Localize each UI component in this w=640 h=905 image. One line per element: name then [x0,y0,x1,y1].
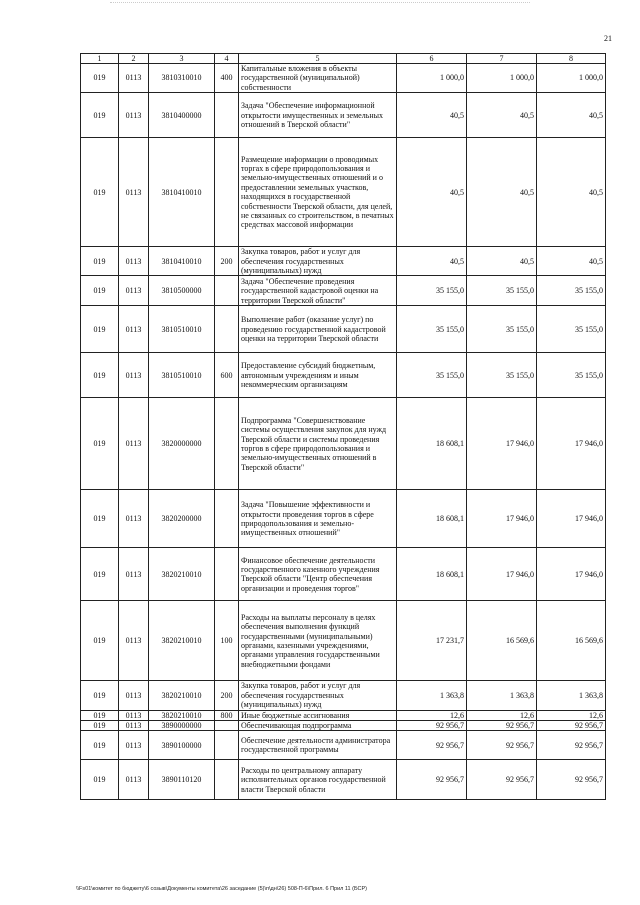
amount-2018-cell: 1 363,8 [467,681,537,710]
section-code-cell: 0113 [119,548,149,601]
column-header: 6 [397,54,467,64]
description-cell: Закупка товаров, работ и услуг для обеспечения государственных (муниципальных) нужд [239,247,397,276]
section-code-cell: 0113 [119,398,149,490]
target-article-cell: 3890100000 [149,731,215,760]
column-header: 8 [537,54,606,64]
gov-code-cell: 019 [81,710,119,720]
amount-2017-cell: 40,5 [397,247,467,276]
gov-code-cell: 019 [81,398,119,490]
gov-code-cell: 019 [81,721,119,731]
table-row [81,601,606,681]
target-article-cell: 3820210010 [149,548,215,601]
amount-2017-cell: 17 231,7 [397,601,467,681]
section-code-cell: 0113 [119,681,149,710]
amount-2017-cell: 40,5 [397,93,467,138]
description-cell: Закупка товаров, работ и услуг для обеспечения государственных (муниципальных) нужд [239,681,397,710]
description-cell: Задача "Повышение эффективности и открытости проведения торгов в сфере природопользования и земельно-имущественных отношений" [239,490,397,548]
target-article-cell: 3820210010 [149,601,215,681]
description-cell: Обеспечение деятельности администратора государственной программы [239,731,397,760]
file-path-footer: \\Fs01\комитет по бюджету\6 созыв\Документы комитета\26 заседание (5)\п\дн\26) 508-П-6\Прил. 6 Прил 11 (БСР) [76,886,367,892]
gov-code-cell: 019 [81,760,119,800]
amount-2019-cell: 12,6 [537,710,606,720]
target-article-cell: 3810500000 [149,276,215,306]
expense-type-cell [215,276,239,306]
amount-2019-cell: 40,5 [537,247,606,276]
amount-2019-cell: 35 155,0 [537,353,606,398]
table-row [81,760,606,800]
amount-2019-cell: 17 946,0 [537,548,606,601]
amount-2019-cell: 92 956,7 [537,760,606,800]
column-header: 7 [467,54,537,64]
table-row [81,731,606,760]
amount-2018-cell: 17 946,0 [467,398,537,490]
description-cell: Расходы по центральному аппарату исполнительных органов государственной власти Тверской области [239,760,397,800]
amount-2018-cell: 40,5 [467,247,537,276]
gov-code-cell: 019 [81,64,119,93]
amount-2017-cell: 40,5 [397,138,467,247]
description-cell: Подпрограмма "Совершенствование системы осуществления закупок для нужд Тверской области и системы проведения торгов в сфере природопользования и земельно-имущественных отношений в Тверской области" [239,398,397,490]
target-article-cell: 3810510010 [149,353,215,398]
expense-type-cell [215,721,239,731]
section-code-cell: 0113 [119,138,149,247]
description-cell: Размещение информации о проводимых торгах в сфере природопользования и земельно-имущественных отношений и о предоставлении земельных участков, находящихся в государственной собственности Тверской области, для целей, не связанных со строительством, в печатных средствах массовой информации [239,138,397,247]
amount-2018-cell: 92 956,7 [467,760,537,800]
target-article-cell: 3890110120 [149,760,215,800]
amount-2018-cell: 40,5 [467,138,537,247]
amount-2017-cell: 18 608,1 [397,548,467,601]
description-cell: Расходы на выплаты персоналу в целях обеспечения выполнения функций государственными (муниципальными) органами, казенными учреждениями, органами управления государственными внебюджетными фондами [239,601,397,681]
section-code-cell: 0113 [119,353,149,398]
table-row [81,353,606,398]
section-code-cell: 0113 [119,93,149,138]
expense-type-cell [215,548,239,601]
column-header: 5 [239,54,397,64]
amount-2018-cell: 92 956,7 [467,731,537,760]
column-number-row [81,54,606,64]
gov-code-cell: 019 [81,93,119,138]
amount-2017-cell: 35 155,0 [397,306,467,353]
amount-2019-cell: 92 956,7 [537,721,606,731]
target-article-cell: 3820210010 [149,710,215,720]
table-row [81,64,606,93]
section-code-cell: 0113 [119,721,149,731]
gov-code-cell: 019 [81,138,119,247]
amount-2017-cell: 1 000,0 [397,64,467,93]
expense-type-cell [215,731,239,760]
table-row [81,398,606,490]
amount-2017-cell: 92 956,7 [397,731,467,760]
table-row [81,276,606,306]
table-row [81,93,606,138]
column-header: 3 [149,54,215,64]
page-number: 21 [604,34,612,43]
expense-type-cell [215,760,239,800]
expense-type-cell: 200 [215,247,239,276]
target-article-cell: 3810410010 [149,247,215,276]
amount-2018-cell: 16 569,6 [467,601,537,681]
column-header: 1 [81,54,119,64]
target-article-cell: 3810410010 [149,138,215,247]
amount-2017-cell: 12,6 [397,710,467,720]
table-row [81,681,606,710]
gov-code-cell: 019 [81,247,119,276]
target-article-cell: 3810310010 [149,64,215,93]
table-body [81,54,606,800]
description-cell: Задача "Обеспечение информационной открытости имущественных и земельных отношений в Тверской области" [239,93,397,138]
gov-code-cell: 019 [81,306,119,353]
gov-code-cell: 019 [81,353,119,398]
column-header: 4 [215,54,239,64]
table-row [81,710,606,720]
amount-2017-cell: 1 363,8 [397,681,467,710]
amount-2018-cell: 35 155,0 [467,306,537,353]
amount-2017-cell: 18 608,1 [397,398,467,490]
amount-2019-cell: 17 946,0 [537,398,606,490]
section-code-cell: 0113 [119,490,149,548]
target-article-cell: 3810510010 [149,306,215,353]
table-row [81,306,606,353]
description-cell: Обеспечивающая подпрограмма [239,721,397,731]
table-row [81,721,606,731]
amount-2018-cell: 12,6 [467,710,537,720]
amount-2018-cell: 35 155,0 [467,276,537,306]
amount-2018-cell: 92 956,7 [467,721,537,731]
budget-table-container [80,53,605,800]
table-row [81,247,606,276]
table-row [81,138,606,247]
section-code-cell: 0113 [119,276,149,306]
expense-type-cell [215,93,239,138]
gov-code-cell: 019 [81,276,119,306]
amount-2017-cell: 35 155,0 [397,353,467,398]
amount-2018-cell: 17 946,0 [467,490,537,548]
gov-code-cell: 019 [81,601,119,681]
expense-type-cell [215,138,239,247]
description-cell: Финансовое обеспечение деятельности государственного казенного учреждения Тверской области "Центр обеспечения организации и проведения торгов" [239,548,397,601]
section-code-cell: 0113 [119,731,149,760]
amount-2018-cell: 17 946,0 [467,548,537,601]
gov-code-cell: 019 [81,548,119,601]
amount-2019-cell: 1 000,0 [537,64,606,93]
expense-type-cell: 200 [215,681,239,710]
expense-type-cell: 100 [215,601,239,681]
amount-2018-cell: 40,5 [467,93,537,138]
target-article-cell: 3820210010 [149,681,215,710]
amount-2019-cell: 40,5 [537,138,606,247]
gov-code-cell: 019 [81,490,119,548]
description-cell: Предоставление субсидий бюджетным, автономным учреждениям и иным некоммерческим организациям [239,353,397,398]
expense-type-cell: 600 [215,353,239,398]
expense-type-cell [215,398,239,490]
section-code-cell: 0113 [119,64,149,93]
section-code-cell: 0113 [119,601,149,681]
budget-table [80,53,606,800]
table-row [81,490,606,548]
table-row [81,548,606,601]
amount-2019-cell: 35 155,0 [537,306,606,353]
target-article-cell: 3810400000 [149,93,215,138]
amount-2017-cell: 18 608,1 [397,490,467,548]
amount-2019-cell: 16 569,6 [537,601,606,681]
amount-2018-cell: 35 155,0 [467,353,537,398]
amount-2019-cell: 1 363,8 [537,681,606,710]
gov-code-cell: 019 [81,731,119,760]
column-header: 2 [119,54,149,64]
section-code-cell: 0113 [119,247,149,276]
description-cell: Иные бюджетные ассигнования [239,710,397,720]
section-code-cell: 0113 [119,306,149,353]
expense-type-cell [215,490,239,548]
section-code-cell: 0113 [119,760,149,800]
expense-type-cell: 800 [215,710,239,720]
description-cell: Выполнение работ (оказание услуг) по проведению государственной кадастровой оценки на территории Тверской области [239,306,397,353]
amount-2017-cell: 92 956,7 [397,721,467,731]
description-cell: Капитальные вложения в объекты государственной (муниципальной) собственности [239,64,397,93]
amount-2019-cell: 40,5 [537,93,606,138]
target-article-cell: 3820200000 [149,490,215,548]
expense-type-cell [215,306,239,353]
description-cell: Задача "Обеспечение проведения государственной кадастровой оценки на территории Тверской области" [239,276,397,306]
amount-2019-cell: 92 956,7 [537,731,606,760]
target-article-cell: 3820000000 [149,398,215,490]
scan-artifact [110,2,530,5]
amount-2018-cell: 1 000,0 [467,64,537,93]
gov-code-cell: 019 [81,681,119,710]
amount-2017-cell: 92 956,7 [397,760,467,800]
expense-type-cell: 400 [215,64,239,93]
amount-2019-cell: 17 946,0 [537,490,606,548]
amount-2017-cell: 35 155,0 [397,276,467,306]
amount-2019-cell: 35 155,0 [537,276,606,306]
target-article-cell: 3890000000 [149,721,215,731]
section-code-cell: 0113 [119,710,149,720]
